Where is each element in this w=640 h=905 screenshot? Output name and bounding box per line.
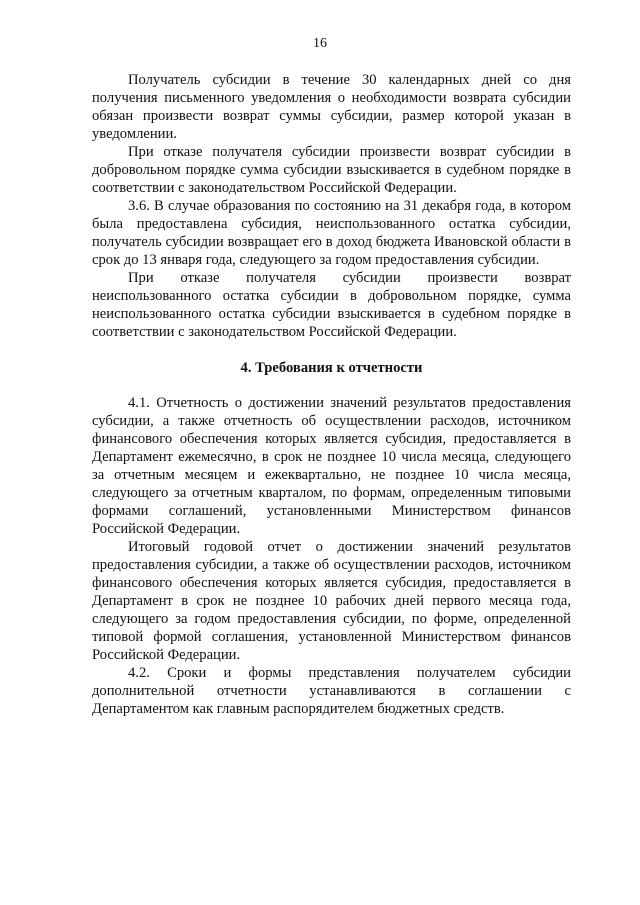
paragraph-refund-deadline: Получатель субсидии в течение 30 календарных дней со дня получения письменного уведомления о необходимости возврата субсидии обязан произвести возврат суммы субсидии, размер которой указан в уведомлении. xyxy=(92,72,571,142)
paragraph-annual-report: Итоговый годовой отчет о достижении значений результатов предоставления субсидии, а также об осуществлении расходов, источником финансового обеспечения которых является субсидия, предоставляется в Департамент в срок не позднее 10 рабочих дней первого месяца года, следующего за годом предоставления субсидии, по форме, определенной типовой формой соглашения, установленной Министерством финансов Российской Федерации. xyxy=(92,539,571,663)
document-body xyxy=(92,71,571,718)
paragraph-4-2-additional-reporting: 4.2. Сроки и формы представления получателем субсидии дополнительной отчетности устанавливаются в соглашении с Департаментом как главным распорядителем бюджетных средств. xyxy=(92,665,571,717)
paragraph-unused-balance-refusal: При отказе получателя субсидии произвести возврат неиспользованного остатка субсидии в добровольном порядке, сумма неиспользованного остатка субсидии взыскивается в судебном порядке в соответствии с законодательством Российской Федерации. xyxy=(92,270,571,340)
paragraph-3-6-unused-balance: 3.6. В случае образования по состоянию на 31 декабря года, в котором была предоставлена субсидия, неиспользованного остатка субсидии, получатель субсидии возвращает его в доход бюджета Ивановской области в срок до 13 января года, следующего за годом предоставления субсидии. xyxy=(92,198,571,268)
page-number: 16 xyxy=(313,36,327,51)
paragraph-refund-refusal: При отказе получателя субсидии произвести возврат субсидии в добровольном порядке сумма субсидии взыскивается в судебном порядке в соответствии с законодательством Российской Федерации. xyxy=(92,144,571,196)
section-heading: 4. Требования к отчетности xyxy=(240,360,423,376)
paragraph-4-1-reporting: 4.1. Отчетность о достижении значений результатов предоставления субсидии, а также отчетность об осуществлении расходов, источником финансового обеспечения которых является субсидия, предоставляется в Департамент ежемесячно, в срок не позднее 10 числа месяца, следующего за отчетным месяцем и ежеквартально, не позднее 10 числа месяца, следующего за отчетным кварталом, по формам, определенным типовыми формами соглашений, установленными Министерством финансов Российской Федерации. xyxy=(92,395,571,537)
